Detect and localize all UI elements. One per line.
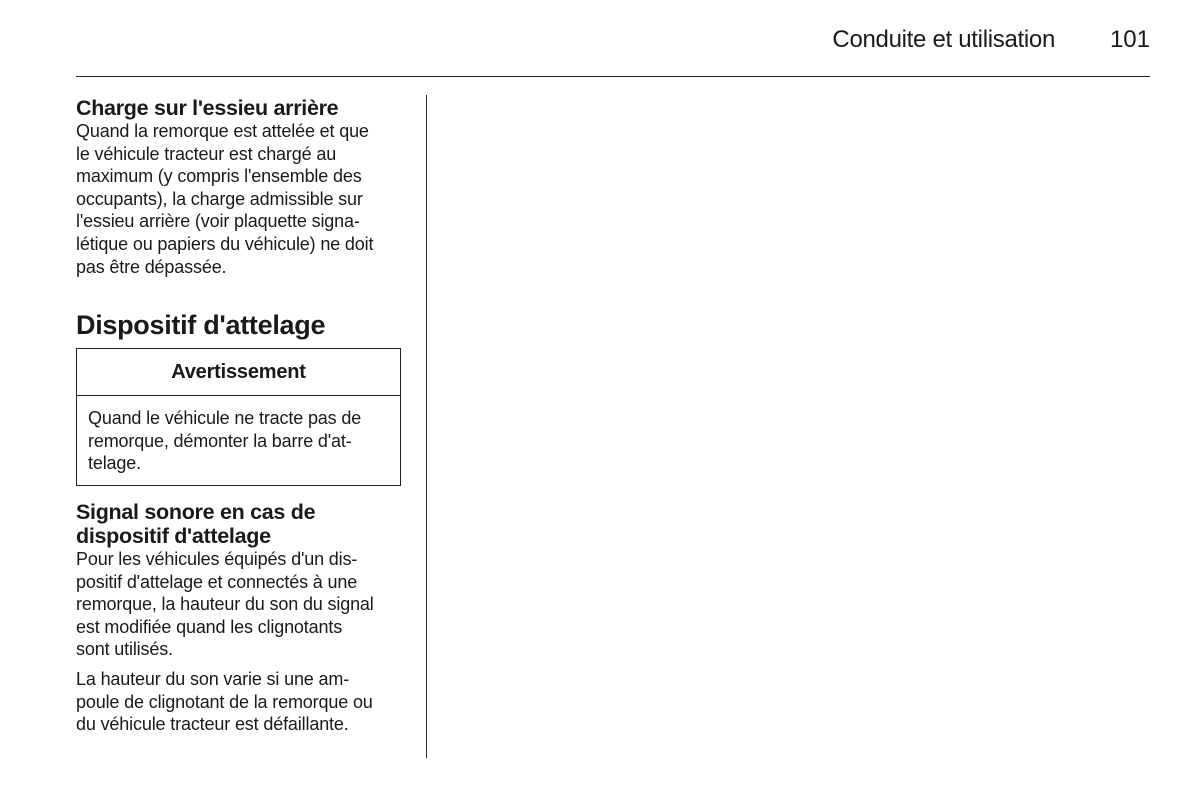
text-line: La hauteur du son varie si une am-	[76, 668, 350, 689]
text-line: du véhicule tracteur est défaillante.	[76, 714, 349, 735]
warning-box	[76, 348, 401, 486]
warning-body	[77, 396, 400, 485]
text-line: telage.	[88, 453, 141, 474]
warning-text	[88, 407, 390, 475]
rear-axle-load-heading: Charge sur l'essieu arrière	[76, 96, 339, 120]
text-line: Quand le véhicule ne tracte pas de	[88, 408, 362, 429]
text-line: est modifiée quand les clignotants	[76, 616, 343, 637]
text-line: Quand la remorque est attelée et que	[76, 121, 369, 141]
audible-signal-paragraph-2	[76, 668, 408, 736]
text-line: remorque, la hauteur du son du signal	[76, 594, 374, 615]
text-line: sont utilisés.	[76, 639, 173, 660]
rear-axle-load-paragraph	[76, 120, 408, 278]
section-title: Conduite et utilisation	[832, 26, 1055, 53]
audible-signal-heading	[76, 500, 408, 548]
text-line: occupants), la charge admissible sur	[76, 188, 363, 209]
page-number: 101	[1109, 26, 1150, 53]
text-line: pas être dépassée.	[76, 256, 227, 277]
heading-line: Signal sonore en cas de	[76, 499, 316, 524]
text-line: le véhicule tracteur est chargé au	[76, 143, 337, 164]
heading-line: dispositif d'attelage	[76, 523, 271, 548]
warning-title: Avertissement	[77, 349, 400, 396]
text-line: maximum (y compris l'ensemble des	[76, 166, 362, 187]
text-line: Pour les véhicules équipés d'un dis-	[76, 548, 358, 569]
text-line: positif d'attelage et connectés à une	[76, 571, 358, 592]
audible-signal-paragraph-1	[76, 548, 408, 661]
text-line: létique ou papiers du véhicule) ne doit	[76, 233, 374, 254]
text-line: remorque, démonter la barre d'at-	[88, 430, 352, 451]
left-column	[76, 96, 408, 736]
towing-device-heading: Dispositif d'attelage	[76, 310, 326, 341]
text-line: poule de clignotant de la remorque ou	[76, 691, 373, 712]
text-line: l'essieu arrière (voir plaquette signa-	[76, 211, 360, 232]
column-divider	[426, 95, 427, 758]
page-header	[76, 0, 1150, 77]
